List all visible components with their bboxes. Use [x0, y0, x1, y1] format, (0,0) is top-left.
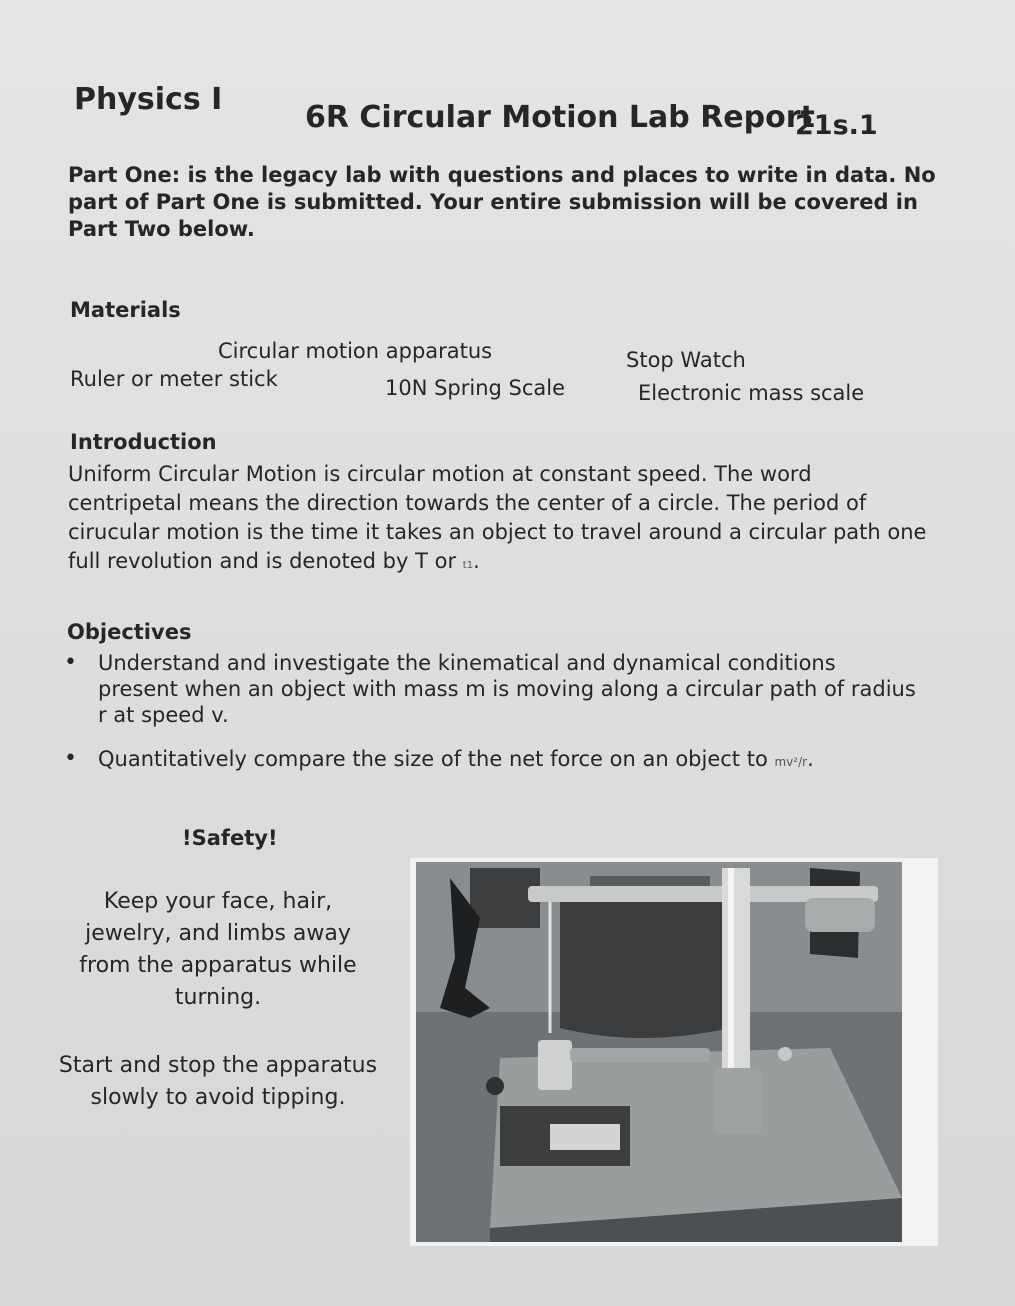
list-item: [60, 746, 920, 775]
material-item: 10N Spring Scale: [385, 376, 566, 400]
part-one-note: Part One: is the legacy lab with questions and places to write in data. No part of Part One is submitted. Your entire submission will be covered in Part Two below.: [68, 163, 936, 241]
report-title: 6R Circular Motion Lab Report: [305, 100, 815, 135]
course-name: Physics I: [74, 82, 223, 117]
material-item: Stop Watch: [626, 348, 746, 372]
objectives-list: [60, 650, 920, 793]
list-item: [60, 650, 920, 728]
apparatus-photo: [410, 858, 938, 1246]
period-subscript: 1: [466, 560, 474, 571]
bullet-icon: •: [64, 746, 77, 771]
safety-heading: !Safety!: [182, 826, 278, 850]
introduction-trail: .: [473, 549, 480, 573]
objective-text: Quantitatively compare the size of the net force on an object to: [98, 747, 768, 771]
material-item: Electronic mass scale: [638, 381, 865, 405]
report-code: 21s.1: [795, 110, 878, 141]
material-item: Ruler or meter stick: [70, 367, 278, 391]
introduction-text: [68, 460, 928, 580]
formula-trail: .: [807, 747, 814, 771]
objectives-heading: Objectives: [67, 620, 192, 644]
bullet-icon: •: [64, 650, 77, 675]
centripetal-formula: mv²/r: [774, 755, 808, 769]
safety-paragraph: Keep your face, hair, jewelry, and limbs away from the apparatus while turning.: [79, 889, 357, 1010]
introduction-heading: Introduction: [70, 430, 217, 454]
safety-paragraph: Start and stop the apparatus slowly to avoid tipping.: [58, 1053, 378, 1110]
materials-heading: Materials: [70, 298, 181, 322]
period-symbol: t: [462, 560, 467, 571]
material-item: Circular motion apparatus: [218, 339, 493, 363]
introduction-body: Uniform Circular Motion is circular motion at constant speed. The word centripetal means the direction towards the center of a circle. The period of cirucular motion is the time it takes an object to travel around a circular path one full revolution and is denoted by T or: [68, 462, 927, 573]
objective-text: Understand and investigate the kinematical and dynamical conditions present when an object with mass m is moving along a circular path of radius r at speed v.: [98, 651, 916, 727]
